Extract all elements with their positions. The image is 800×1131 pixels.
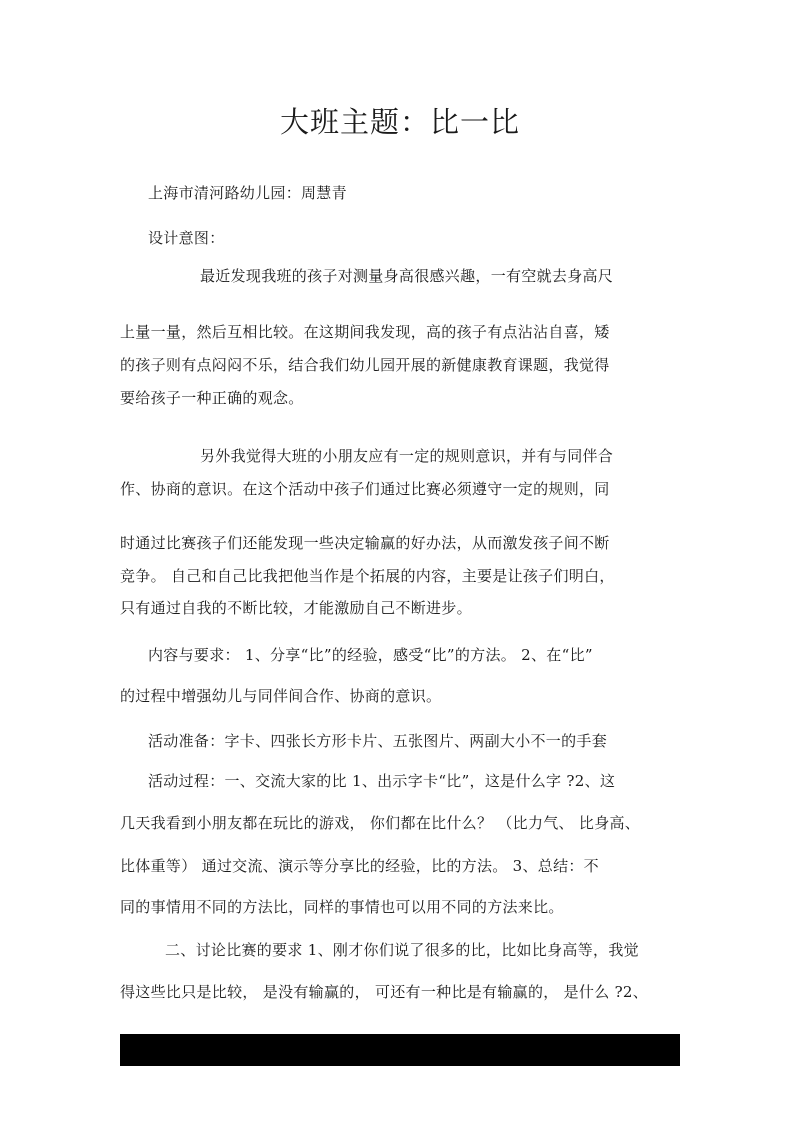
text-line: 得这些比只是比较， 是没有输赢的， 可还有一种比是有输赢的， 是什么 ?2、 — [120, 983, 649, 1001]
text-line: 比体重等） 通过交流、演示等分享比的经验，比的方法。 3、总结：不 — [120, 857, 599, 875]
text-line: 二、讨论比赛的要求 1、刚才你们说了很多的比，比如比身高等，我觉 — [165, 941, 639, 959]
text-line: 竞争。 自己和自己比我把他当作是个拓展的内容，主要是让孩子们明白， — [120, 567, 615, 585]
text-line: 上量一量，然后互相比较。在这期间我发现，高的孩子有点沾沾自喜，矮 — [120, 323, 610, 341]
document-title: 大班主题：比一比 — [279, 105, 520, 139]
text-line: 要给孩子一种正确的观念。 — [120, 389, 304, 407]
text-line: 同的事情用不同的方法比，同样的事情也可以用不同的方法来比。 — [120, 898, 564, 916]
text-line: 只有通过自我的不断比较，才能激励自己不断进步。 — [120, 599, 472, 617]
redaction-bar — [120, 1034, 680, 1066]
text-line: 设计意图： — [148, 229, 225, 247]
text-line: 的过程中增强幼儿与同伴间合作、协商的意识。 — [120, 687, 442, 705]
text-line: 作、协商的意识。在这个活动中孩子们通过比赛必须遵守一定的规则，同 — [120, 480, 610, 498]
text-line: 活动准备：字卡、四张长方形卡片、五张图片、两副大小不一的手套 — [148, 732, 608, 750]
text-line: 活动过程：一、交流大家的比 1、出示字卡“比”，这是什么字 ?2、这 — [148, 772, 616, 790]
text-line: 的孩子则有点闷闷不乐，结合我们幼儿园开展的新健康教育课题，我觉得 — [120, 356, 610, 374]
text-line: 时通过比赛孩子们还能发现一些决定输赢的好办法，从而激发孩子间不断 — [120, 534, 610, 552]
text-line: 几天我看到小朋友都在玩比的游戏， 你们都在比什么？ （比力气、 比身高、 — [120, 814, 641, 832]
text-line: 内容与要求： 1、分享“比”的经验，感受“比”的方法。 2、在“比” — [148, 646, 593, 664]
text-line: 上海市清河路幼儿园：周慧青 — [148, 184, 347, 202]
text-line: 最近发现我班的孩子对测量身高很感兴趣，一有空就去身高尺 — [200, 267, 614, 285]
text-line: 另外我觉得大班的小朋友应有一定的规则意识，并有与同伴合 — [200, 447, 614, 465]
